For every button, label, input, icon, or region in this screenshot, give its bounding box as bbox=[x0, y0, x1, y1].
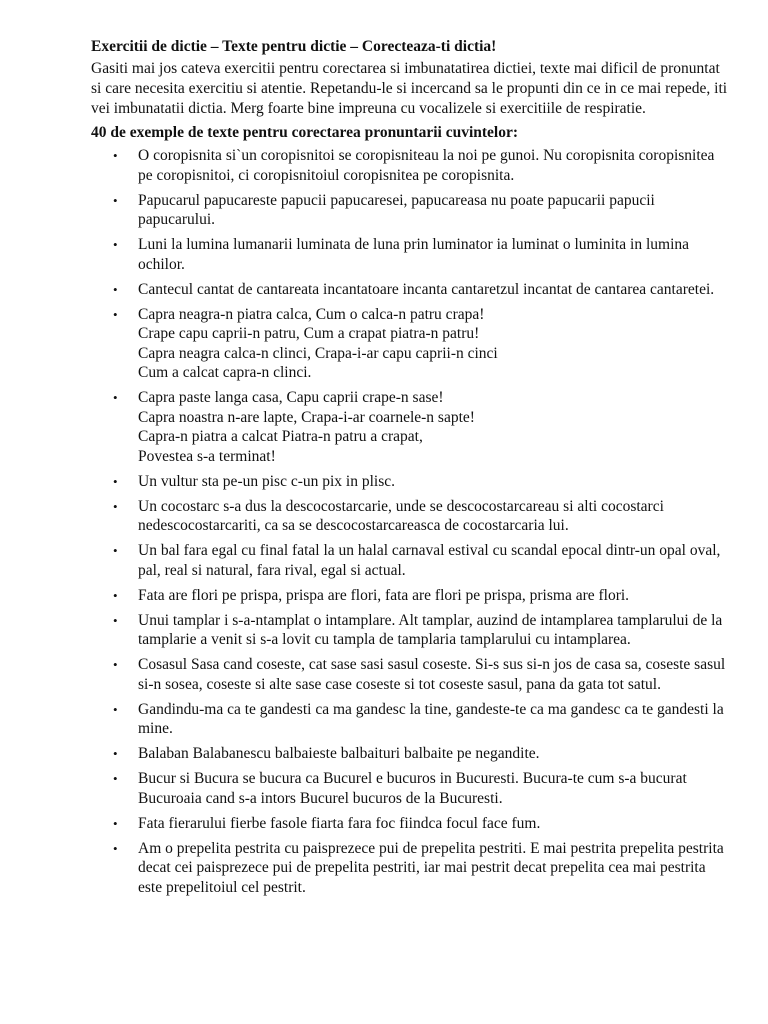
intro-paragraph: Gasiti mai jos cateva exercitii pentru corectarea si imbunatatirea dictiei, texte mai dificil de pronuntat si care necesita exercitiu si atentie. Repetandu-le si incercand sa le propunti din ce in ce mai repede, iti vei imbunatatii dictia. Merg foarte bine impreuna cu vocalizele si exercitiile de respiratie. bbox=[91, 60, 728, 117]
list-item bbox=[91, 541, 730, 580]
bullet-icon: • bbox=[113, 543, 118, 558]
list-item-text: Un cocostarc s-a dus la descocostarcarie, unde se descocostarcareau si alti cocostarci nedescocostarcariti, ca sa se descocostarcareasca de cocostarcaria lui. bbox=[138, 497, 664, 534]
list-item-text: Bucur si Bucura se bucura ca Bucurel e bucuros in Bucuresti. Bucura-te cum s-a bucurat Bucuroaia cand s-a intors Bucurel bucuros de la Bucuresti. bbox=[138, 770, 687, 807]
list-item-text: Capra neagra-n piatra calca, Cum o calca-n patru crapa! bbox=[138, 305, 485, 323]
bullet-icon: • bbox=[113, 612, 118, 628]
list-item-text: Un bal fara egal cu final fatal la un halal carnaval estival cu scandal epocal dintr-un opal oval, pal, real si natural, fara rival, egal si actual. bbox=[138, 542, 721, 579]
list-item-text: Capra noastra n-are lapte, Crapa-i-ar coarnele-n sapte! bbox=[138, 408, 475, 426]
list-item-text: Papucarul papucareste papucii papucaresei, papucareasa nu poate papucarii papucii papucarului. bbox=[138, 191, 655, 228]
list-item bbox=[91, 472, 730, 492]
list-item bbox=[91, 235, 730, 274]
list-item-text: Fata fierarului fierbe fasole fiarta fara foc fiindca focul face fum. bbox=[138, 814, 541, 832]
list-item bbox=[91, 611, 730, 650]
bullet-icon: • bbox=[113, 840, 118, 856]
list-item-text: Capra paste langa casa, Capu caprii crape-n sase! bbox=[138, 389, 444, 406]
list-item bbox=[91, 655, 730, 694]
list-heading: 40 de exemple de texte pentru corectarea pronuntarii cuvintelor: bbox=[91, 124, 519, 141]
list-item-text: Gandindu-ma ca te gandesti ca ma gandesc la tine, gandeste-te ca ma gandesc ca te gandesti la mine. bbox=[138, 700, 724, 737]
bullet-icon: • bbox=[113, 657, 118, 672]
list-item-text: Balaban Balabanescu balbaieste balbaituri balbaite pe negandite. bbox=[138, 745, 540, 762]
bullet-icon: • bbox=[113, 771, 118, 786]
bullet-icon: • bbox=[113, 390, 118, 405]
exercise-list bbox=[91, 146, 730, 897]
list-item-text: Fata are flori pe prispa, prispa are flori, fata are flori pe prispa, prisma are flori. bbox=[138, 586, 630, 604]
list-item-text: Am o prepelita pestrita cu paisprezece pui de prepelita pestriti. E mai pestrita prepelita pestrita decat cei paisprezece pui de prepelita pestriti, iar mai pestrit decat prepelita cea mai pestrita este prepelitoiul cel pestrit. bbox=[138, 839, 724, 896]
list-item-text: Cosasul Sasa cand coseste, cat sase sasi sasul coseste. Si-s sus si-n jos de casa sa, coseste sasul si-n sosea, coseste si alte sase case coseste si tot coseste sasul, pana da gata tot satul. bbox=[138, 656, 726, 693]
list-item bbox=[91, 586, 730, 606]
bullet-icon: • bbox=[113, 587, 118, 603]
list-item bbox=[91, 839, 730, 898]
list-item bbox=[91, 280, 730, 300]
list-item bbox=[91, 700, 730, 739]
list-item-text: Capra neagra calca-n clinci, Crapa-i-ar capu caprii-n cinci bbox=[138, 344, 498, 362]
list-item bbox=[91, 744, 730, 764]
list-item bbox=[91, 388, 730, 466]
list-item-text: Povestea s-a terminat! bbox=[138, 447, 276, 465]
list-item bbox=[91, 769, 730, 808]
bullet-icon: • bbox=[113, 498, 118, 514]
list-item bbox=[91, 497, 730, 536]
list-item-text: Luni la lumina lumanarii luminata de luna prin luminator ia luminat o luminita in lumina ochilor. bbox=[138, 236, 689, 273]
list-item-text: Un vultur sta pe-un pisc c-un pix in plisc. bbox=[138, 472, 395, 490]
list-item-text: Cantecul cantat de cantareata incantatoare incanta cantaretzul incantat de cantarea cantaretei. bbox=[138, 280, 715, 298]
list-item-text: Crape capu caprii-n patru, Cum a crapat piatra-n patru! bbox=[138, 325, 480, 342]
list-item-text: Unui tamplar i s-a-ntamplat o intamplare. Alt tamplar, auzind de intamplarea tamplarului de la tamplarie a venit si s-a lovit cu tampla de tamplaria tamplarului cu intamplarea. bbox=[138, 611, 723, 648]
list-item bbox=[91, 191, 730, 230]
list-item-text: Cum a calcat capra-n clinci. bbox=[138, 364, 312, 381]
list-item-text: O coropisnita si`un coropisnitoi se coropisniteau la noi pe gunoi. Nu coropisnita coropisnitea pe coropisnitoi, ci coropisnitoiul coropisnitea pe coropisnita. bbox=[138, 147, 715, 184]
bullet-icon: • bbox=[113, 473, 118, 489]
bullet-icon: • bbox=[113, 148, 118, 163]
bullet-icon: • bbox=[113, 237, 118, 252]
bullet-icon: • bbox=[113, 192, 118, 208]
list-item bbox=[91, 305, 730, 383]
bullet-icon: • bbox=[113, 746, 118, 761]
list-item bbox=[91, 146, 730, 185]
list-item-text: Capra-n piatra a calcat Piatra-n patru a crapat, bbox=[138, 428, 423, 445]
document-title: Exercitii de dictie – Texte pentru dictie – Corecteaza-ti dictia! bbox=[91, 38, 497, 55]
bullet-icon: • bbox=[113, 281, 118, 297]
bullet-icon: • bbox=[113, 701, 118, 717]
bullet-icon: • bbox=[113, 306, 118, 322]
bullet-icon: • bbox=[113, 815, 118, 831]
list-item bbox=[91, 814, 730, 834]
